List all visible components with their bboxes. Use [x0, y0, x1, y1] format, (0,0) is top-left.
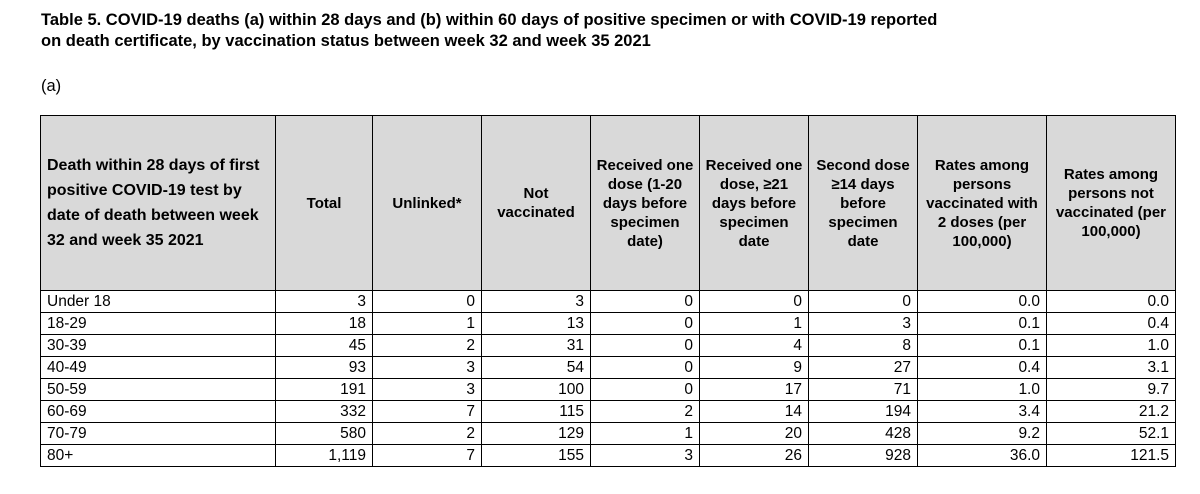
- table-body: [41, 291, 1176, 467]
- cell-not-vaccinated: 13: [482, 313, 591, 335]
- cell-not-vaccinated: 155: [482, 445, 591, 467]
- cell-second-dose: 27: [809, 357, 918, 379]
- cell-rate-vaccinated: 9.2: [918, 423, 1047, 445]
- header-one-dose-21-days: Received one dose, ≥21 days before specimen date: [700, 116, 809, 291]
- header-age-group: Death within 28 days of first positive COVID-19 test by date of death between week 32 and week 35 2021: [41, 116, 276, 291]
- cell-rate-not-vaccinated: 121.5: [1047, 445, 1176, 467]
- cell-rate-vaccinated: 3.4: [918, 401, 1047, 423]
- cell-one-dose-21-days: 4: [700, 335, 809, 357]
- table-title: [41, 10, 1161, 52]
- table-row: [41, 291, 1176, 313]
- cell-second-dose: 428: [809, 423, 918, 445]
- cell-age-group: 18-29: [41, 313, 276, 335]
- cell-unlinked: 2: [373, 423, 482, 445]
- cell-rate-vaccinated: 0.4: [918, 357, 1047, 379]
- cell-one-dose-21-days: 1: [700, 313, 809, 335]
- cell-one-dose-1-20-days: 1: [591, 423, 700, 445]
- cell-not-vaccinated: 54: [482, 357, 591, 379]
- header-one-dose-1-20-days: Received one dose (1-20 days before specimen date): [591, 116, 700, 291]
- cell-one-dose-21-days: 0: [700, 291, 809, 313]
- cell-not-vaccinated: 31: [482, 335, 591, 357]
- cell-total: 580: [276, 423, 373, 445]
- cell-age-group: Under 18: [41, 291, 276, 313]
- table-row: [41, 357, 1176, 379]
- cell-second-dose: 3: [809, 313, 918, 335]
- cell-total: 45: [276, 335, 373, 357]
- cell-unlinked: 3: [373, 357, 482, 379]
- cell-one-dose-21-days: 14: [700, 401, 809, 423]
- cell-not-vaccinated: 129: [482, 423, 591, 445]
- cell-not-vaccinated: 3: [482, 291, 591, 313]
- cell-second-dose: 194: [809, 401, 918, 423]
- cell-rate-vaccinated: 36.0: [918, 445, 1047, 467]
- cell-one-dose-1-20-days: 3: [591, 445, 700, 467]
- cell-unlinked: 3: [373, 379, 482, 401]
- cell-second-dose: 928: [809, 445, 918, 467]
- table-row: [41, 379, 1176, 401]
- cell-rate-vaccinated: 1.0: [918, 379, 1047, 401]
- cell-age-group: 60-69: [41, 401, 276, 423]
- header-total: Total: [276, 116, 373, 291]
- section-label: (a): [41, 77, 62, 95]
- cell-unlinked: 7: [373, 445, 482, 467]
- cell-one-dose-21-days: 9: [700, 357, 809, 379]
- cell-total: 332: [276, 401, 373, 423]
- cell-one-dose-1-20-days: 0: [591, 357, 700, 379]
- cell-one-dose-21-days: 26: [700, 445, 809, 467]
- table-row: [41, 423, 1176, 445]
- cell-rate-vaccinated: 0.1: [918, 313, 1047, 335]
- cell-total: 3: [276, 291, 373, 313]
- covid-deaths-table: [40, 115, 1176, 467]
- cell-age-group: 70-79: [41, 423, 276, 445]
- header-row: [41, 116, 1176, 291]
- table-title-line-1: Table 5. COVID-19 deaths (a) within 28 days and (b) within 60 days of positive specimen or with COVID-19 reported: [41, 11, 938, 29]
- table-row: [41, 335, 1176, 357]
- cell-total: 1,119: [276, 445, 373, 467]
- cell-age-group: 30-39: [41, 335, 276, 357]
- header-second-dose: Second dose ≥14 days before specimen date: [809, 116, 918, 291]
- cell-second-dose: 8: [809, 335, 918, 357]
- header-unlinked: Unlinked*: [373, 116, 482, 291]
- cell-one-dose-21-days: 20: [700, 423, 809, 445]
- cell-one-dose-1-20-days: 0: [591, 291, 700, 313]
- header-not-vaccinated: Not vaccinated: [482, 116, 591, 291]
- cell-unlinked: 1: [373, 313, 482, 335]
- table-row: [41, 313, 1176, 335]
- cell-rate-vaccinated: 0.1: [918, 335, 1047, 357]
- cell-one-dose-1-20-days: 0: [591, 335, 700, 357]
- cell-unlinked: 0: [373, 291, 482, 313]
- cell-total: 191: [276, 379, 373, 401]
- cell-not-vaccinated: 115: [482, 401, 591, 423]
- cell-one-dose-21-days: 17: [700, 379, 809, 401]
- cell-second-dose: 71: [809, 379, 918, 401]
- cell-rate-not-vaccinated: 52.1: [1047, 423, 1176, 445]
- cell-age-group: 80+: [41, 445, 276, 467]
- cell-rate-not-vaccinated: 3.1: [1047, 357, 1176, 379]
- cell-rate-not-vaccinated: 9.7: [1047, 379, 1176, 401]
- header-rate-vaccinated: Rates among persons vaccinated with 2 doses (per 100,000): [918, 116, 1047, 291]
- cell-total: 93: [276, 357, 373, 379]
- cell-not-vaccinated: 100: [482, 379, 591, 401]
- header-rate-not-vaccinated: Rates among persons not vaccinated (per 100,000): [1047, 116, 1176, 291]
- table-title-line-2: on death certificate, by vaccination status between week 32 and week 35 2021: [41, 32, 651, 50]
- cell-unlinked: 7: [373, 401, 482, 423]
- cell-age-group: 40-49: [41, 357, 276, 379]
- cell-total: 18: [276, 313, 373, 335]
- cell-one-dose-1-20-days: 2: [591, 401, 700, 423]
- cell-one-dose-1-20-days: 0: [591, 313, 700, 335]
- cell-rate-not-vaccinated: 0.4: [1047, 313, 1176, 335]
- cell-one-dose-1-20-days: 0: [591, 379, 700, 401]
- cell-unlinked: 2: [373, 335, 482, 357]
- cell-rate-not-vaccinated: 21.2: [1047, 401, 1176, 423]
- cell-rate-not-vaccinated: 0.0: [1047, 291, 1176, 313]
- cell-rate-vaccinated: 0.0: [918, 291, 1047, 313]
- cell-age-group: 50-59: [41, 379, 276, 401]
- table-row: [41, 445, 1176, 467]
- cell-rate-not-vaccinated: 1.0: [1047, 335, 1176, 357]
- cell-second-dose: 0: [809, 291, 918, 313]
- table-row: [41, 401, 1176, 423]
